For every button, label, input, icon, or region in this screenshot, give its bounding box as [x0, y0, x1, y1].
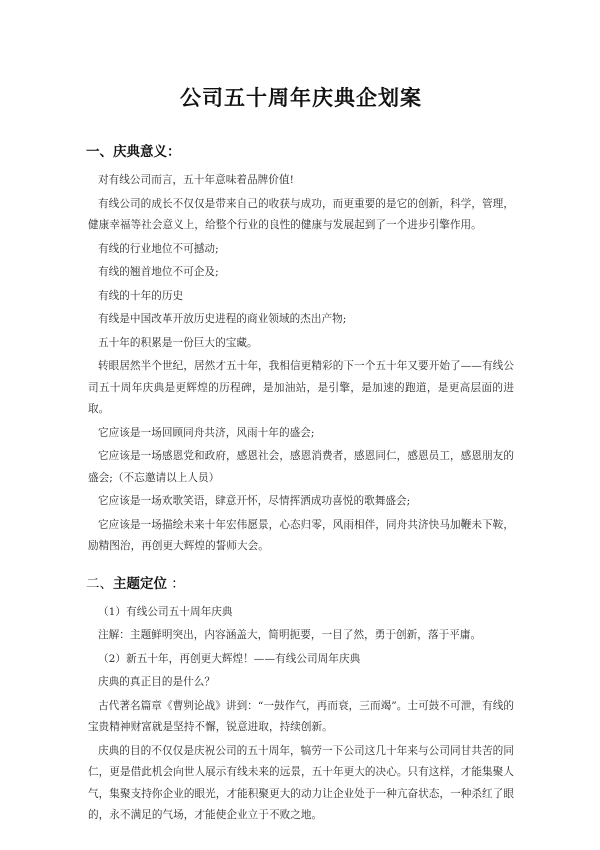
paragraph: 有线的行业地位不可撼动; [98, 242, 219, 255]
paragraph: 有线公司的成长不仅仅是带来自己的收获与成功，而更重要的是它的创新，科学，管理，健康幸福等社会意义上，给整个行业的良性的健康与发展起到了一个进步引擎作用。 [88, 197, 514, 231]
section-number: 二、 [86, 575, 113, 592]
paragraph: 它应该是一场描绘未来十年宏伟愿景，心态归零，风雨相伴，同舟共济快马加鞭未下鞍，励精图治，再创更大辉煌的誓师大会。 [88, 518, 514, 552]
paragraph: 对有线公司而言，五十年意味着品牌价值! [98, 174, 294, 186]
paragraph: 有线是中国改革开放历史进程的商业领域的杰出产物; [98, 313, 347, 325]
section-heading-positioning [86, 572, 514, 592]
section-heading-significance: 一、庆典意义： [86, 144, 181, 160]
paragraph: （1）有线公司五十周年庆典 [98, 605, 233, 618]
paragraph: 它应该是一场欢歌笑语，肆意开怀，尽情挥洒成功喜悦的歌舞盛会; [98, 495, 411, 507]
section-suffix: ： [167, 575, 185, 592]
paragraph: 有线的翘首地位不可企及; [98, 266, 219, 278]
paragraph: 它应该是一场感恩党和政府，感恩社会，感恩消费者，感恩同仁，感恩员工，感恩朋友的盛会;（不忘邀请以上人员） [88, 450, 514, 484]
paragraph: 它应该是一场回顾同舟共济，风雨十年的盛会; [98, 426, 315, 439]
paragraph: （2）新五十年，再创更大辉煌！——有线公司周年庆典 [98, 652, 361, 665]
paragraph: 五十年的积累是一份巨大的宝藏。 [98, 336, 258, 349]
paragraph: 古代著名篇章《曹刿论战》讲到：“一鼓作气，再而衰，三而竭”。士可鼓不可泄，有线的宝贵精神财富就是坚持不懈，锐意进取，持续创新。 [88, 699, 514, 733]
paragraph: 庆典的真正目的是什么？ [98, 676, 216, 688]
paragraph: 庆典的目的不仅仅是庆祝公司的五十周年，犒劳一下公司这几十年来与公司同甘共苦的同仁，更是借此机会向世人展示有线未来的远景，五十年更大的决心。只有这样，才能集聚人气，集聚支持你企业的眼光，才能积聚更大的动力让企业处于一种亢奋状态，一种杀红了眼的，永不满足的气场，才能使企业立于不败之地。 [88, 744, 514, 821]
document-title: 公司五十周年庆典企划案 [180, 86, 422, 110]
paragraph: 转眼居然半个世纪，居然才五十年，我相信更精彩的下一个五十年又要开始了——有线公司五十周年庆典是更辉煌的历程碑，是加油站，是引擎，是加速的跑道，是更高层面的进取。 [88, 360, 514, 415]
section-title: 主题定位 [113, 575, 167, 592]
paragraph: 有线的十年的历史 [98, 289, 184, 302]
paragraph: 注解：主题鲜明突出，内容涵盖大，简明扼要，一目了然，勇于创新，落于平庸。 [98, 629, 482, 641]
